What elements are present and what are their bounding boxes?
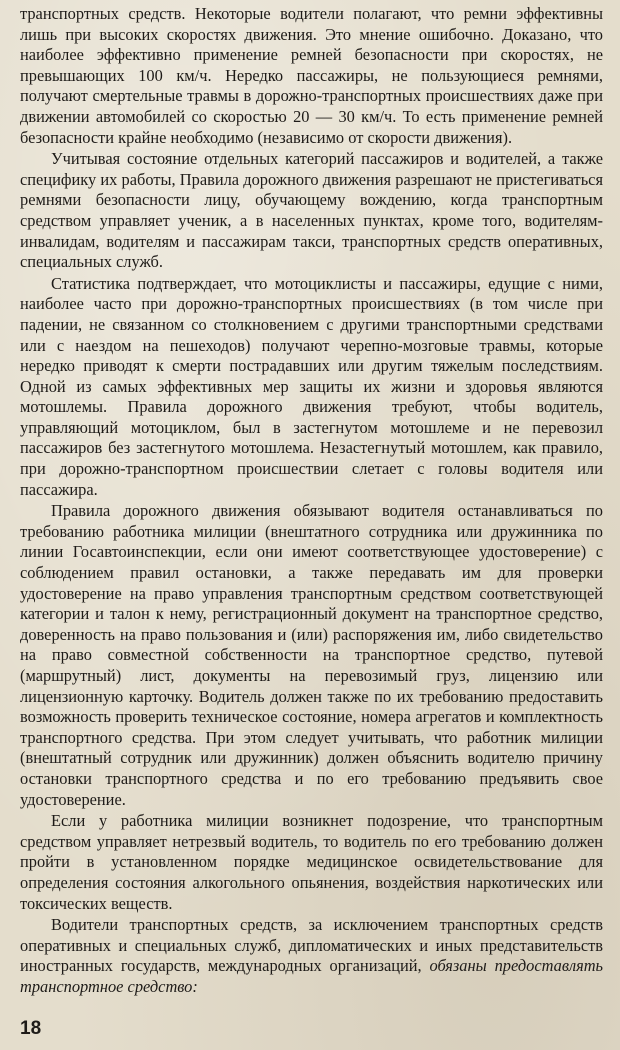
paragraph-seat-belt-exemptions: Учитывая состояние отдельных категорий пассажиров и водителей, а также специфику их работы, Правила дорожного движения разрешают не пристегиваться ремнями безопасности лицу, обучающему вождению, когда транспортным средством управляет ученик, а в населенных пунктах, кроме того, водителям-инвалидам, водителям и пассажирам такси, транспортных средств оперативных, специальных служб.: [20, 149, 603, 272]
paragraph-vehicle-provision: [20, 915, 603, 997]
vehicle-provision-emphasis: обязаны предоставлять транспортное средство:: [20, 956, 604, 996]
paragraph-police-stop: Правила дорожного движения обязывают водителя останавливаться по требованию работника милиции (внештатного сотрудника или дружинника по линии Госавтоинспекции, если они имеют соответствующее удостоверение) с соблюдением правил остановки, а также передавать им для проверки удостоверение на право управления транспортным средством соответствующей категории и талон к нему, регистрационный документ на транспортное средство, доверенность на право пользования и (или) распоряжения им, либо свидетельство на право совместной собственности на транспортное средство, путевой (маршрутный) лист, документы на перевозимый груз, лицензию или лицензионную карточку. Водитель должен также по их требованию предоставить возможность проверить техническое состояние, номера агрегатов и комплектность транспортного средства. При этом следует учитывать, что работник милиции (внештатный сотрудник или дружинник) должен объяснить водителю причину остановки транспортного средства и по его требованию предъявить свое удостоверение.: [20, 501, 603, 809]
page-body-text: [20, 4, 603, 998]
paragraph-seat-belts-continued: транспортных средств. Некоторые водители полагают, что ремни эффективны лишь при высоких скоростях движения. Это мнение ошибочно. Доказано, что наиболее эффективно применение ремней безопасности при скоростях, не превышающих 100 км/ч. Нередко пассажиры, не пользующиеся ремнями, получают смертельные травмы в дорожно-транспортных происшествиях даже при движении автомобилей со скоростью 20 — 30 км/ч. То есть применение ремней безопасности крайне необходимо (независимо от скорости движения).: [20, 4, 603, 147]
page-number: 18: [20, 1018, 42, 1039]
paragraph-motorcycle-helmets: Статистика подтверждает, что мотоциклисты и пассажиры, едущие с ними, наиболее часто при дорожно-транспортных происшествиях (в том числе при падении, не связанном со столкновением с другими транспортными средствами или с наездом на пешеходов) получают черепно-мозговые травмы, которые нередко приводят к смерти пострадавших или другим тяжелым последствиям. Одной из самых эффективных мер защиты их жизни и здоровья являются мотошлемы. Правила дорожного движения требуют, чтобы водитель, управляющий мотоциклом, был в застегнутом мотошлеме и не перевозил пассажиров без застегнутого мотошлема. Незастегнутый мотошлем, как правило, при дорожно-транспортном происшествии слетает с головы водителя или пассажира.: [20, 273, 603, 499]
paragraph-intoxication-check: Если у работника милиции возникнет подозрение, что транспортным средством управляет нетрезвый водитель, то водитель по его требованию должен пройти в установленном порядке медицинское освидетельствование для определения состояния алкогольного опьянения, воздействия наркотических или токсических веществ.: [20, 811, 603, 913]
vehicle-provision-text: Водители транспортных средств, за исключением транспортных средств оперативных и специальных служб, дипломатических и иных представительств иностранных государств, международных организаций,: [20, 915, 603, 976]
